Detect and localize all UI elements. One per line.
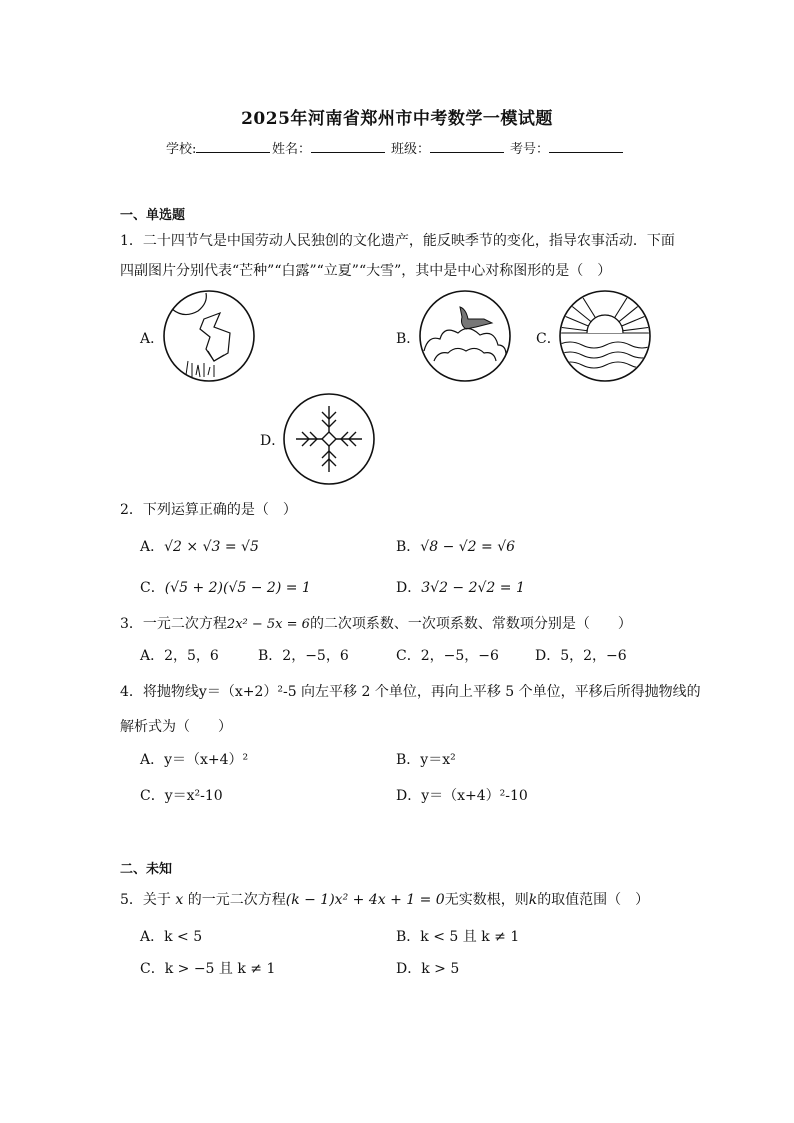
- q2-option-b-expr: √8 − √2 = √6: [420, 539, 516, 555]
- q5-option-d[interactable]: D．k > 5: [396, 961, 460, 977]
- q2-option-a-expr: √2 × √3 = √5: [164, 539, 259, 555]
- q1-stem-line1: 1．二十四节气是中国劳动人民独创的文化遗产，能反映季节的变化，指导农事活动．下面: [120, 233, 675, 249]
- q3-option-b[interactable]: B．2，−5，6: [258, 648, 349, 664]
- q2-option-c[interactable]: C．(√5 + 2)(√5 − 2) = 1: [140, 580, 311, 596]
- page-title: 2025年河南省郑州市中考数学一模试题: [241, 109, 553, 129]
- class-field: 班级：: [391, 138, 504, 157]
- white-dew-image: [418, 289, 512, 383]
- q5-option-c[interactable]: C．k > −5 且 k ≠ 1: [140, 961, 276, 977]
- section-single-choice: 一、单选题: [120, 208, 186, 223]
- major-snow-image: [282, 392, 376, 486]
- q4-stem-line2: 解析式为（ ）: [120, 719, 232, 735]
- q1-option-d-label[interactable]: D．: [260, 433, 286, 449]
- exam-number-field: 考号：: [510, 138, 623, 157]
- q1-stem-line2: 四副图片分别代表“芒种”“白露”“立夏”“大雪”，其中是中心对称图形的是（ ）: [120, 263, 612, 279]
- q2-option-a[interactable]: A．√2 × √3 = √5: [140, 539, 259, 555]
- q3-option-d[interactable]: D．5，2，−6: [535, 648, 627, 664]
- q3-option-a[interactable]: A．2，5，6: [140, 648, 219, 664]
- q5-equation: (k − 1)x² + 4x + 1 = 0: [285, 892, 445, 908]
- school-field: 学校:: [166, 138, 270, 157]
- q5-option-a[interactable]: A．k < 5: [140, 929, 203, 945]
- q3-option-c[interactable]: C．2，−5，−6: [396, 648, 499, 664]
- q3-equation: 2x² − 5x = 6: [226, 617, 310, 632]
- q4-option-b[interactable]: B．y＝x²: [396, 752, 456, 768]
- q1-option-a-label[interactable]: A．: [140, 331, 165, 347]
- exam-number-blank[interactable]: [549, 140, 623, 153]
- q2-option-c-expr: (√5 + 2)(√5 − 2) = 1: [164, 580, 311, 596]
- q5-option-b[interactable]: B．k < 5 且 k ≠ 1: [396, 929, 520, 945]
- q2-stem: 2．下列运算正确的是（ ）: [120, 502, 297, 518]
- class-blank[interactable]: [430, 140, 504, 153]
- section-unknown: 二、未知: [120, 862, 173, 877]
- name-field: 姓名：: [272, 138, 385, 157]
- q4-stem-line1: 4．将抛物线y＝（x+2）²-5 向左平移 2 个单位，再向上平移 5 个单位，平移后所得抛物线的: [120, 684, 701, 700]
- q5-stem: 5．关于 x 的一元二次方程(k − 1)x² + 4x + 1 = 0无实数根，则k的取值范围（ ）: [120, 892, 650, 908]
- school-blank[interactable]: [196, 140, 270, 153]
- q2-option-d[interactable]: D．3√2 − 2√2 = 1: [396, 580, 525, 596]
- q1-option-b-label[interactable]: B．: [396, 331, 421, 347]
- name-blank[interactable]: [311, 140, 385, 153]
- start-of-summer-image: [558, 289, 652, 383]
- q4-option-d[interactable]: D．y＝（x+4）²-10: [396, 788, 528, 804]
- q2-option-d-expr: 3√2 − 2√2 = 1: [421, 580, 525, 596]
- q4-option-a[interactable]: A．y＝（x+4）²: [140, 752, 249, 768]
- q1-option-c-label[interactable]: C．: [536, 331, 561, 347]
- q4-option-c[interactable]: C．y＝x²-10: [140, 788, 223, 804]
- grain-in-ear-image: [162, 289, 256, 383]
- q2-option-b[interactable]: B．√8 − √2 = √6: [396, 539, 516, 555]
- q3-stem: 3．一元二次方程2x² − 5x = 6的二次项系数、一次项系数、常数项分别是（ ）: [120, 616, 632, 632]
